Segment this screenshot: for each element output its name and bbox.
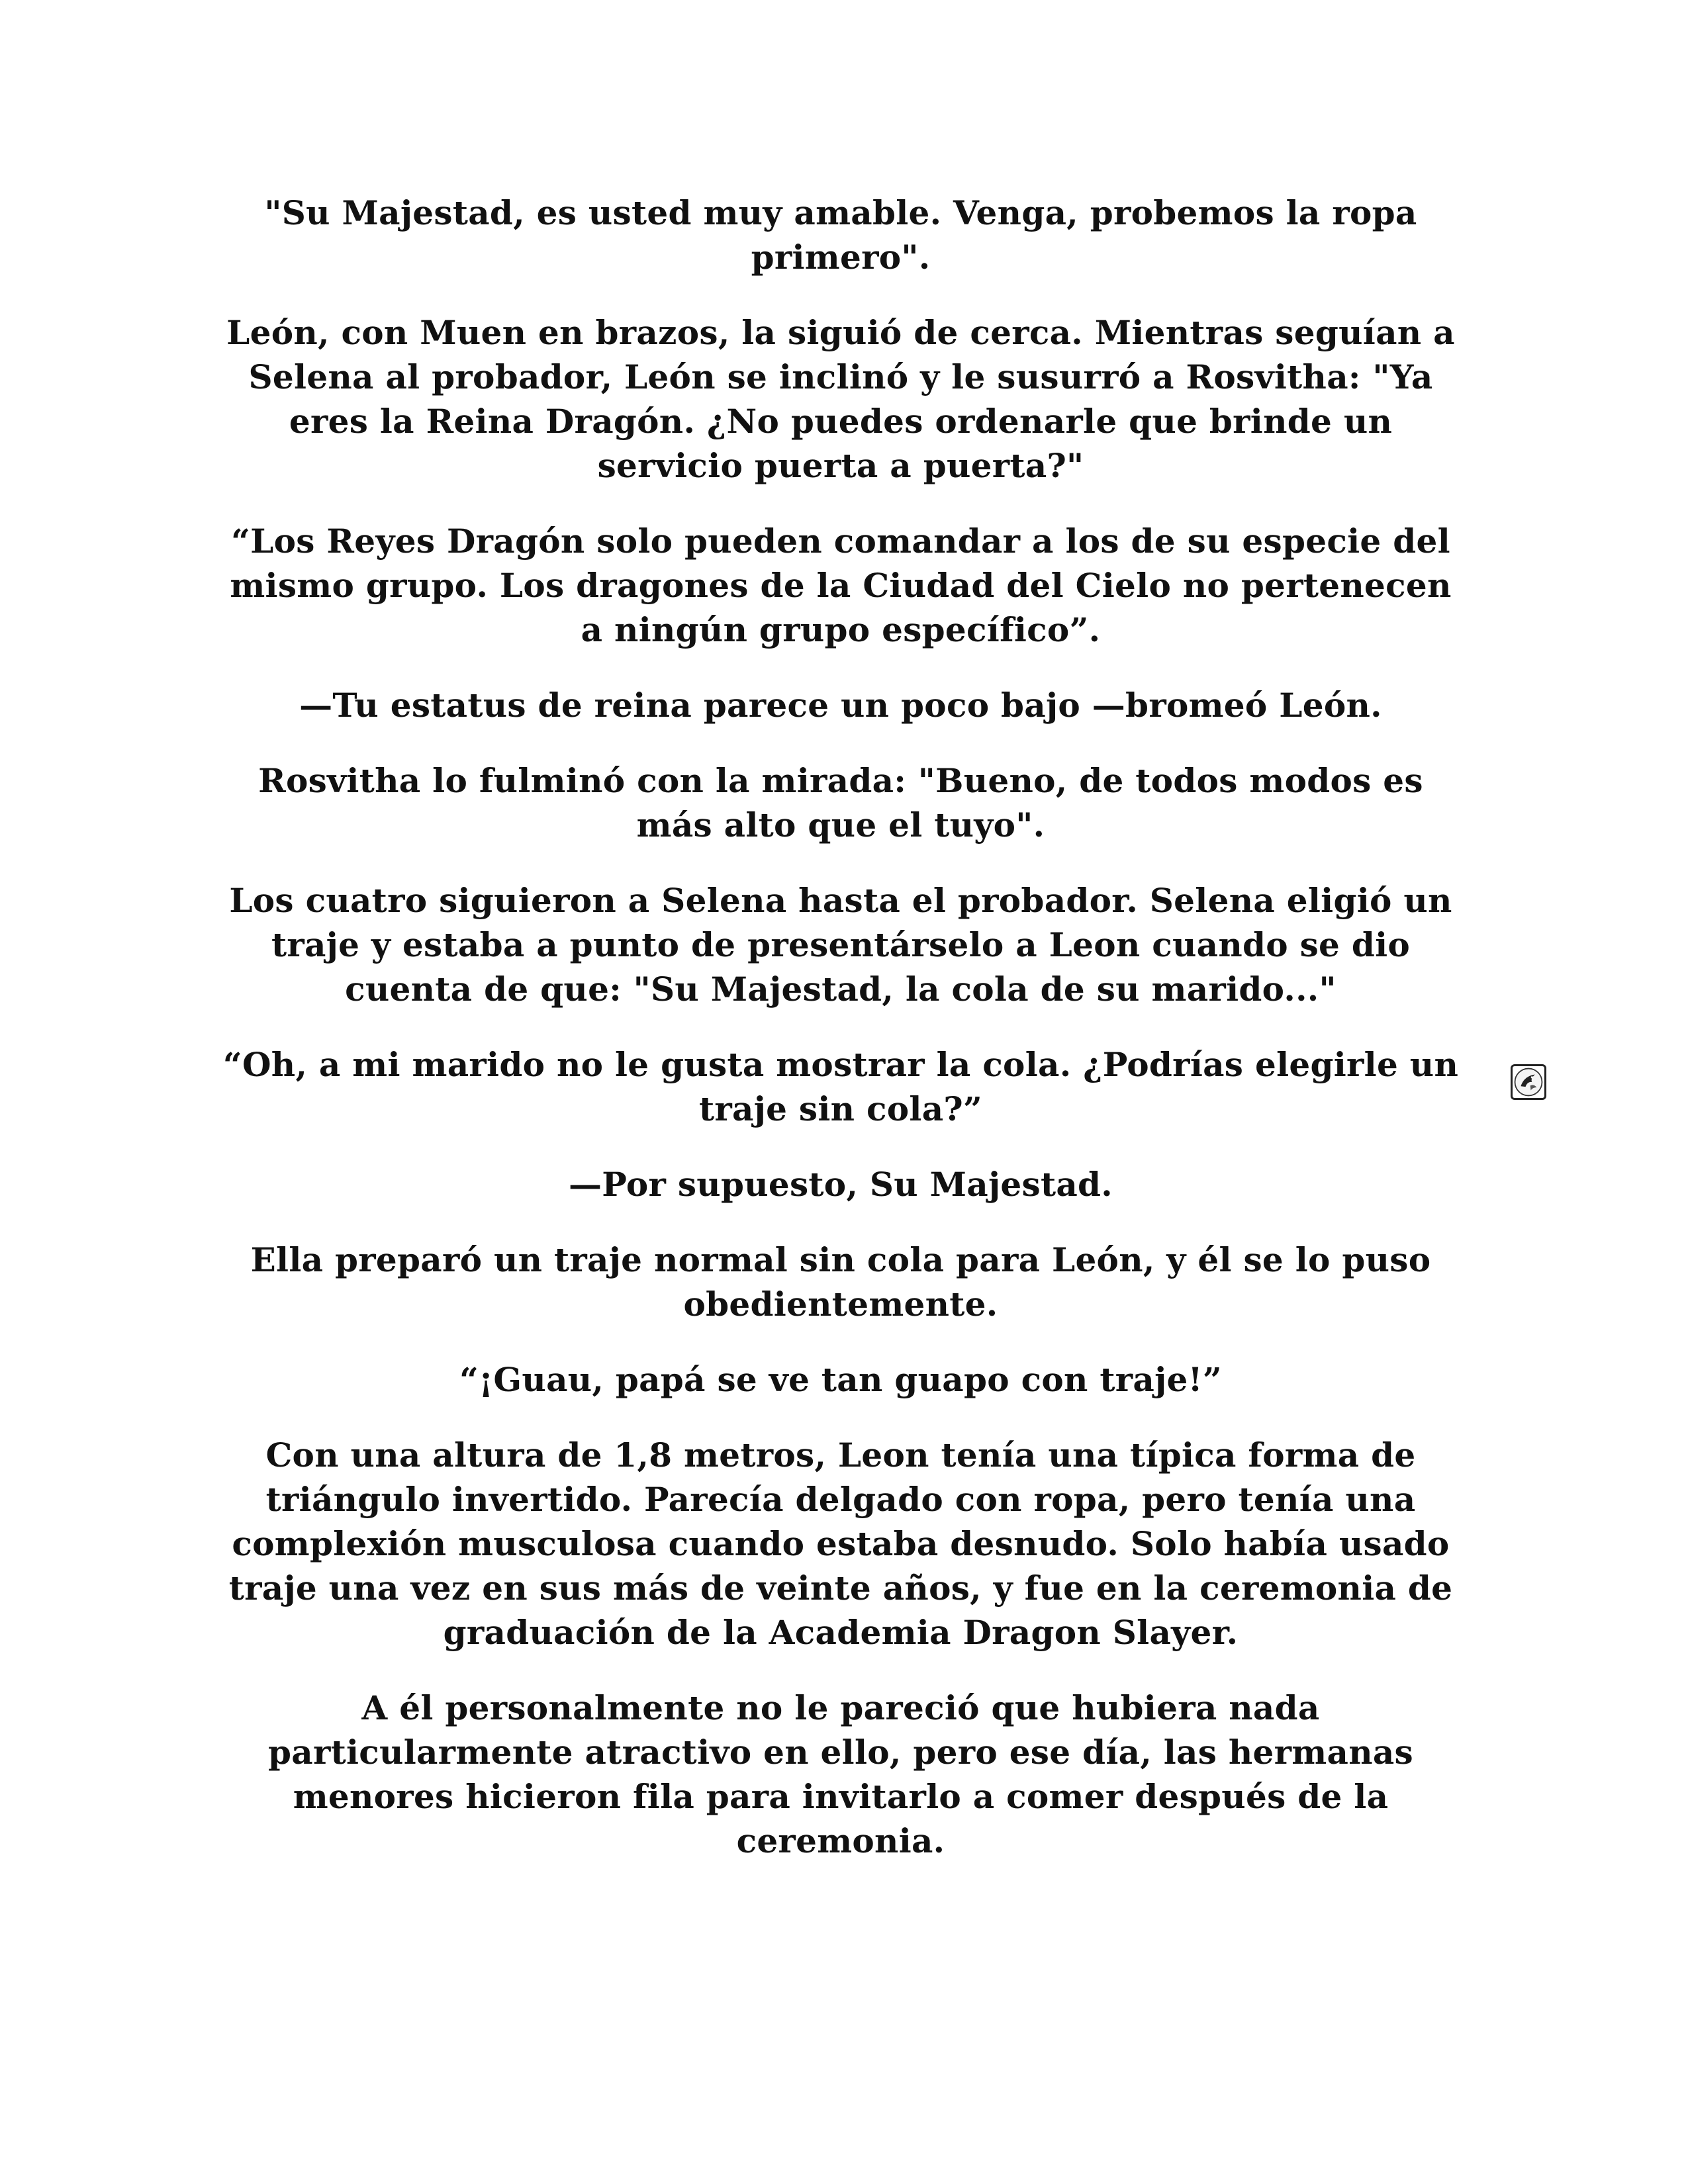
document-body: [218, 191, 1463, 1894]
paragraph-1: "Su Majestad, es usted muy amable. Venga, probemos la ropa primero".: [264, 193, 1417, 277]
dragon-badge-icon[interactable]: [1511, 1064, 1546, 1100]
paragraph-8: —Por supuesto, Su Majestad.: [568, 1165, 1113, 1204]
paragraph-2: León, con Muen en brazos, la siguió de cerca. Mientras seguían a Selena al probador, León se inclinó y le susurró a Rosvitha: "Ya eres la Reina Dragón. ¿No puedes ordenarle que brinde un servicio puerta a puerta?": [226, 313, 1455, 485]
paragraph-10: “¡Guau, papá se ve tan guapo con traje!”: [459, 1360, 1222, 1399]
paragraph-12: A él personalmente no le pareció que hubiera nada particularmente atractivo en ello, pero ese día, las hermanas menores hicieron fila para invitarlo a comer después de la ceremonia.: [268, 1688, 1413, 1860]
paragraph-11: Con una altura de 1,8 metros, Leon tenía una típica forma de triángulo invertido. Parecía delgado con ropa, pero tenía una complexión musculosa cuando estaba desnudo. Solo había usado traje una vez en sus más de veinte años, y fue en la ceremonia de graduación de la Academia Dragon Slayer.: [228, 1435, 1453, 1652]
paragraph-7: “Oh, a mi marido no le gusta mostrar la cola. ¿Podrías elegirle un traje sin cola?”: [222, 1045, 1459, 1128]
paragraph-6: Los cuatro siguieron a Selena hasta el probador. Selena eligió un traje y estaba a punto de presentárselo a Leon cuando se dio cuenta de que: "Su Majestad, la cola de su marido...": [229, 881, 1452, 1009]
paragraph-4: —Tu estatus de reina parece un poco bajo —bromeó León.: [299, 686, 1382, 725]
paragraph-5: Rosvitha lo fulminó con la mirada: "Bueno, de todos modos es más alto que el tuyo".: [258, 761, 1423, 844]
paragraph-9: Ella preparó un traje normal sin cola para León, y él se lo puso obedientemente.: [250, 1240, 1431, 1324]
paragraph-3: “Los Reyes Dragón solo pueden comandar a los de su especie del mismo grupo. Los dragones de la Ciudad del Cielo no pertenecen a ningún grupo específico”.: [230, 522, 1452, 649]
